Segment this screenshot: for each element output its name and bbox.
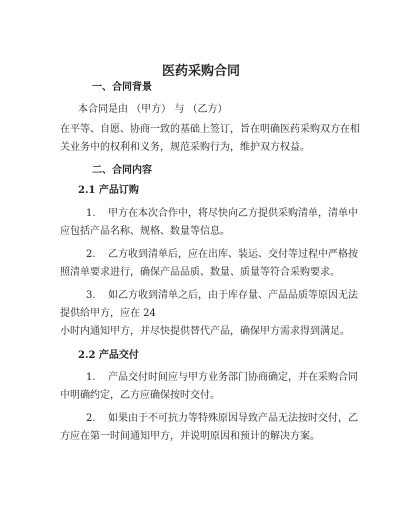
item-2-1-3-line-3: 小时内通知甲方，并尽快提供替代产品，确保甲方需求得到满足。: [60, 326, 350, 337]
section1-line-3: 关业务中的权利和义务，规范采购行为，维护双方权益。: [60, 142, 310, 153]
item-2-1-3-number: 3.: [86, 290, 96, 301]
item-2-1-3-line-1: 如乙方收到清单之后，由于库存量、产品品质等原因无法: [108, 290, 358, 301]
section1-line-1: 本合同是由 （甲方） 与 （乙方）: [78, 104, 228, 115]
item-2-2-1-line-2: 中明确约定，乙方应确保按时交付。: [60, 390, 220, 401]
item-2-1-2-line-1: 乙方收到清单后，应在出库、装运、交付等过程中严格按: [108, 249, 358, 260]
item-2-2-2-line-2: 方应在第一时间通知甲方，并说明原因和预计的解决方案。: [60, 431, 320, 442]
section2-heading: 二、合同内容: [92, 165, 152, 176]
subsection-2-2-heading: 2.2 产品交付: [78, 350, 139, 361]
item-2-1-2-number: 2.: [86, 249, 96, 260]
item-2-2-1-number: 1.: [86, 372, 96, 383]
item-2-1-1-line-1: 甲方在本次合作中，将尽快向乙方提供采购清单，清单中: [108, 208, 358, 219]
item-2-1-1-number: 1.: [86, 208, 96, 219]
item-2-1-2-line-2: 照清单要求进行，确保产品品质、数量、质量等符合采购要求。: [60, 267, 340, 278]
item-2-2-2-line-1: 如果由于不可抗力等特殊原因导致产品无法按时交付，乙: [108, 413, 358, 424]
item-2-1-1-line-2: 应包括产品名称、规格、数量等信息。: [60, 226, 230, 237]
item-2-2-2-number: 2.: [86, 413, 96, 424]
item-2-1-3-line-2: 提供给甲方，应在 24: [60, 308, 156, 319]
section1-line-2: 在平等、自愿、协商一致的基础上签订，旨在明确医药采购双方在相: [60, 124, 360, 135]
item-2-2-1-line-1: 产品交付时间应与甲方业务部门协商确定，并在采购合同: [108, 372, 358, 383]
section1-heading: 一、合同背景: [92, 82, 152, 93]
document-title: 医药采购合同: [162, 64, 241, 79]
subsection-2-1-heading: 2.1 产品订购: [78, 185, 139, 196]
